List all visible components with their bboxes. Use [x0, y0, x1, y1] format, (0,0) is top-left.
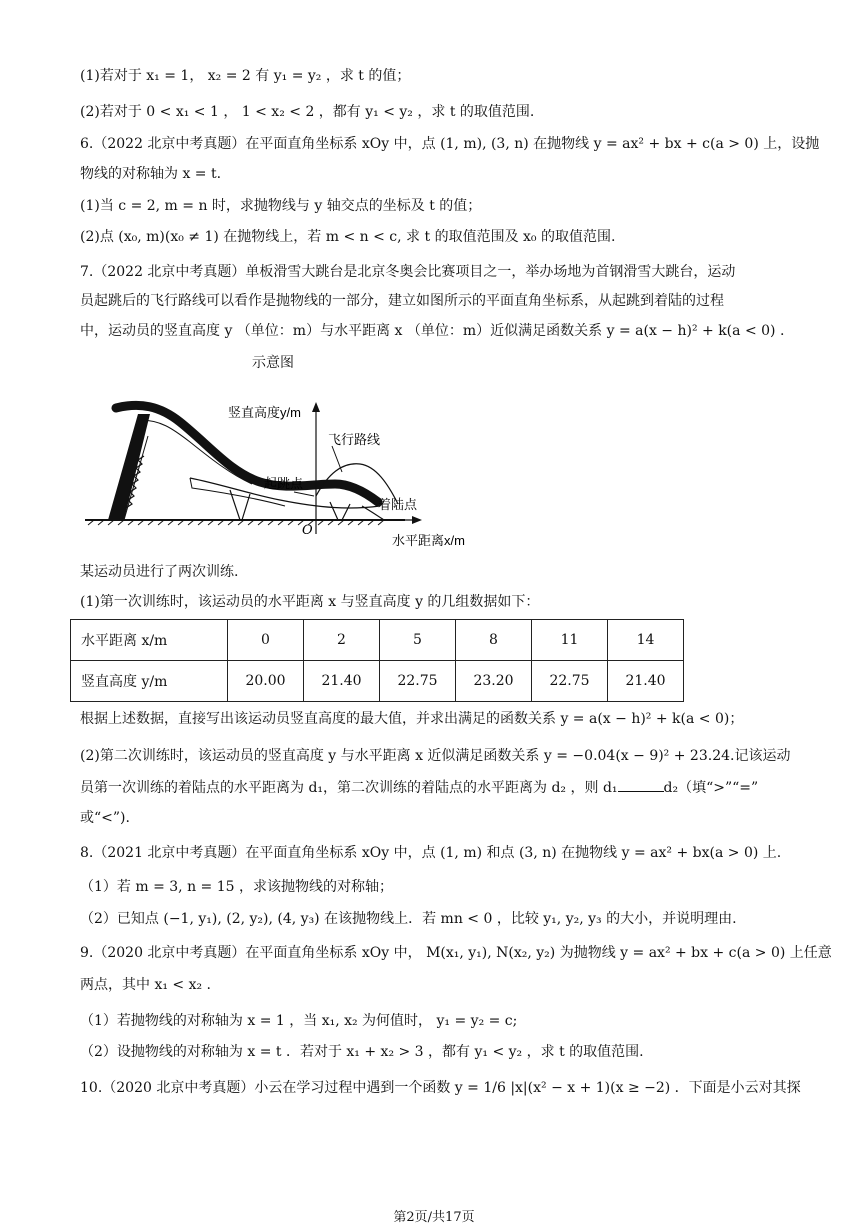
text-line: 中，运动员的竖直高度 y （单位：m）与水平距离 x （单位：m）近似满足函数关系 y = a(x − h)² + k(a < 0) . — [80, 323, 785, 339]
table-cell: 23.20 — [456, 661, 532, 702]
problem-8-line: 8.（2021 北京中考真题）在平面直角坐标系 xOy 中，点 (1, m) 和点 (3, n) 在抛物线 y = ax² + bx(a > 0) 上. — [80, 845, 782, 861]
table-row-header: 水平距离 x/m — [71, 620, 228, 661]
table-cell: 0 — [228, 620, 304, 661]
table-cell: 21.40 — [304, 661, 380, 702]
table-cell: 21.40 — [608, 661, 684, 702]
flight-label-leader — [332, 446, 342, 472]
x-axis-label: 水平距离x/m — [392, 533, 465, 548]
page-number: 第2页/共17页 — [393, 1210, 475, 1225]
data-table — [70, 619, 684, 702]
text-span: 员第一次训练的着陆点的水平距离为 d₁，第二次训练的着陆点的水平距离为 d₂ ，则 d₁ — [80, 780, 618, 796]
x-axis-arrow — [412, 516, 422, 524]
text-line: 或“<”). — [80, 810, 130, 826]
text-line: 某运动员进行了两次训练. — [80, 564, 239, 580]
table-cell: 22.75 — [532, 661, 608, 702]
flight-path-label: 飞行路线 — [328, 432, 381, 447]
text-line: 根据上述数据，直接写出该运动员竖直高度的最大值，并求出满足的函数关系 y = a(x − h)² + k(a < 0)； — [80, 711, 744, 727]
problem-9-line: 9.（2020 北京中考真题）在平面直角坐标系 xOy 中， M(x₁, y₁), N(x₂, y₂) 为抛物线 y = ax² + bx + c(a > 0) 上任意 — [80, 945, 832, 961]
text-line: （2）已知点 (−1, y₁), (2, y₂), (4, y₃) 在该抛物线上．若 mn < 0 ，比较 y₁, y₂, y₃ 的大小，并说明理由. — [80, 911, 737, 927]
text-line: (2)若对于 0 < x₁ < 1 ， 1 < x₂ < 2 ，都有 y₁ < y₂ ，求 t 的取值范围. — [80, 104, 535, 120]
text-line: (2)点 (x₀, m)(x₀ ≠ 1) 在抛物线上，若 m < n < c, 求 t 的取值范围及 x₀ 的取值范围. — [80, 229, 616, 245]
text-line: (2)第二次训练时，该运动员的竖直高度 y 与水平距离 x 近似满足函数关系 y = −0.04(x − 9)² + 23.24.记该运动 — [80, 748, 791, 764]
y-axis-label: 竖直高度y/m — [228, 405, 301, 420]
problem-7-line: 7.（2022 北京中考真题）单板滑雪大跳台是北京冬奥会比赛项目之一，举办场地为首钢滑雪大跳台，运动 — [80, 264, 736, 280]
text-line: （1）若抛物线的对称轴为 x = 1 ，当 x₁, x₂ 为何值时， y₁ = y₂ = c; — [80, 1013, 518, 1029]
table-cell: 22.75 — [380, 661, 456, 702]
text-line: 物线的对称轴为 x = t. — [80, 166, 222, 182]
table-cell: 8 — [456, 620, 532, 661]
table-cell: 2 — [304, 620, 380, 661]
text-line: (1)若对于 x₁ = 1， x₂ = 2 有 y₁ = y₂ ，求 t 的值； — [80, 68, 411, 84]
y-axis-arrow — [312, 402, 320, 412]
text-line: 员起跳后的飞行路线可以看作是抛物线的一部分，建立如图所示的平面直角坐标系，从起跳到着陆的过程 — [80, 293, 724, 309]
text-line: (1)当 c = 2, m = n 时，求抛物线与 y 轴交点的坐标及 t 的值； — [80, 198, 482, 214]
origin-label: O — [302, 523, 313, 538]
table-cell: 14 — [608, 620, 684, 661]
table-cell: 5 — [380, 620, 456, 661]
text-line — [80, 777, 798, 798]
text-line: （1）若 m = 3, n = 15 ，求该抛物线的对称轴； — [80, 879, 393, 895]
takeoff-label-leader — [294, 492, 314, 496]
answer-blank[interactable] — [618, 777, 664, 792]
text-line: 两点，其中 x₁ < x₂ . — [80, 977, 211, 993]
landing-label: 着陆点 — [378, 497, 418, 512]
table-cell: 20.00 — [228, 661, 304, 702]
ski-jump-diagram — [80, 384, 500, 554]
table-row — [71, 661, 684, 702]
text-line: (1)第一次训练时，该运动员的水平距离 x 与竖直高度 y 的几组数据如下： — [80, 594, 540, 610]
table-row — [71, 620, 684, 661]
table-row-header: 竖直高度 y/m — [71, 661, 228, 702]
takeoff-label: 起跳点 — [264, 476, 304, 491]
problem-10-line: 10.（2020 北京中考真题）小云在学习过程中遇到一个函数 y = 1/6 |x|(x² − x + 1)(x ≥ −2) ．下面是小云对其探 — [80, 1080, 801, 1096]
text-line: （2）设抛物线的对称轴为 x = t ．若对于 x₁ + x₂ > 3 ，都有 y₁ < y₂ ，求 t 的取值范围. — [80, 1044, 644, 1060]
table-cell: 11 — [532, 620, 608, 661]
problem-6-line: 6.（2022 北京中考真题）在平面直角坐标系 xOy 中，点 (1, m), (3, n) 在抛物线 y = ax² + bx + c(a > 0) 上，设抛 — [80, 136, 820, 152]
text-span: d₂（填“>”“=” — [663, 780, 759, 796]
figure-caption: 示意图 — [252, 355, 294, 371]
